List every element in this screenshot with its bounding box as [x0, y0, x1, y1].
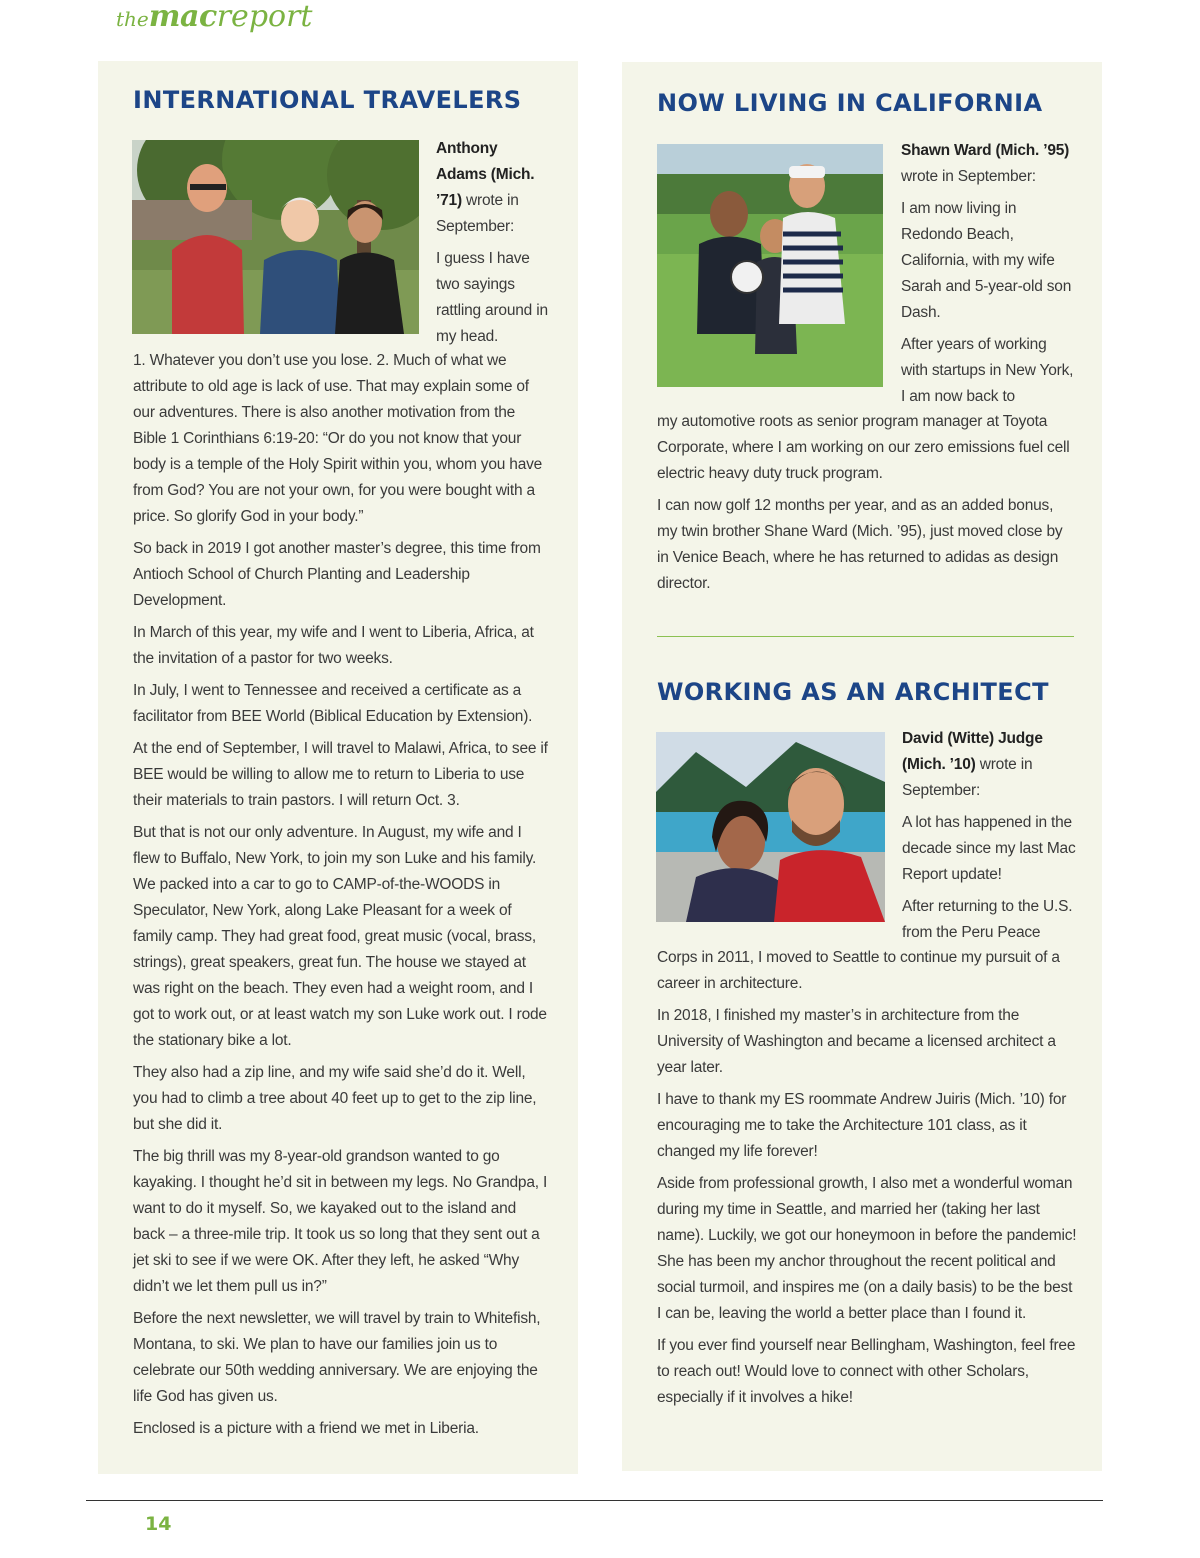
ward-paragraph: After years of working with startups in New York, I am now back to — [901, 336, 1074, 405]
couple-lake-selfie-photo — [656, 732, 885, 922]
adams-paragraph: So back in 2019 I got another master’s degree, this time from Antioch School of Church Planting and Leadership Development. — [133, 540, 541, 609]
adams-paragraph: 1. Whatever you don’t use you lose. 2. Much of what we attribute to old age is lack of use. That may explain some of our adventures. There is also another motivation from the Bible 1 Corinthians 6:19-20: “Or do you not know that your body is a temple of the Holy Spirit within you, whom you have from God? You are not your own, for you were bought with a price. So glorify God in your body.” — [133, 352, 543, 525]
ward-paragraph: my automotive roots as senior program manager at Toyota Corporate, where I am working on our zero emissions fuel cell electric heavy duty truck program. — [657, 413, 1070, 482]
logo-report: report — [216, 0, 313, 34]
ward-paragraph: I am now living in Redondo Beach, California, with my wife Sarah and 5-year-old son Dash. — [901, 200, 1072, 321]
adams-paragraph: They also had a zip line, and my wife said she’d do it. Well, you had to climb a tree about 40 feet up to get to the zip line, but she did it. — [133, 1064, 537, 1133]
father-son-soccer-photo — [657, 144, 883, 387]
judge-top-block — [902, 726, 1078, 952]
adams-paragraph: At the end of September, I will travel to Malawi, Africa, to see if BEE would be willing to allow me to return to Liberia to use their materials to train pastors. I will return Oct. 3. — [133, 740, 548, 809]
adams-paragraph: The big thrill was my 8-year-old grandson wanted to go kayaking. I thought he’d sit in between my legs. No Grandpa, I want to do it myself. So, we kayaked out to the island and back – a three-mile trip. It took us so long that they sent out a jet ski to see if we were OK. After they left, he asked “Why didn’t we let them pull us in?” — [133, 1148, 548, 1295]
ward-wrote: wrote in September: — [901, 168, 1036, 185]
adams-paragraph: In March of this year, my wife and I went to Liberia, Africa, at the invitation of a pastor for two weeks. — [133, 624, 534, 667]
logo-mac: mac — [148, 0, 217, 34]
adams-paragraph: Enclosed is a picture with a friend we met in Liberia. — [133, 1420, 479, 1437]
adams-paragraph: In July, I went to Tennessee and received a certificate as a facilitator from BEE World (Biblical Education by Extension). — [133, 682, 533, 725]
ward-body — [657, 409, 1077, 603]
california-headline: NOW LIVING IN CALIFORNIA — [657, 89, 1043, 117]
judge-paragraph: In 2018, I finished my master’s in architecture from the University of Washington and became a licensed architect a year later. — [657, 1007, 1056, 1076]
judge-paragraph: After returning to the U.S. from the Peru Peace — [902, 898, 1073, 941]
architect-headline: WORKING AS AN ARCHITECT — [657, 678, 1049, 706]
ward-name: Shawn Ward (Mich. ’95) — [901, 142, 1070, 159]
logo-the: the — [116, 7, 149, 31]
judge-paragraph: I have to thank my ES roommate Andrew Juiris (Mich. ’10) for encouraging me to take the Architecture 101 class, as it changed my life forever! — [657, 1091, 1067, 1160]
adams-wrote: wrote in September: — [436, 192, 519, 235]
footer-rule — [86, 1500, 1103, 1501]
page-number: 14 — [145, 1513, 172, 1535]
adams-body — [133, 348, 551, 1448]
judge-wrote: wrote in September: — [902, 756, 1033, 799]
adams-name: Anthony Adams (Mich. ’71) — [436, 140, 535, 209]
ward-top-block — [901, 138, 1077, 416]
adams-paragraph: Before the next newsletter, we will travel by train to Whitefish, Montana, to ski. We plan to have our families join us to celebrate our 50th wedding anniversary. We are enjoying the life God has given us. — [133, 1310, 541, 1405]
three-people-liberia-photo — [132, 140, 419, 334]
judge-paragraph: If you ever find yourself near Bellingham, Washington, feel free to reach out! Would love to connect with other Scholars, especially if it involves a hike! — [657, 1337, 1076, 1406]
adams-paragraph: But that is not our only adventure. In August, my wife and I flew to Buffalo, New York, to join my son Luke and his family. We packed into a car to go to CAMP-of-the-WOODS in Speculator, New York, along Lake Pleasant for a week of family camp. They had great food, great music (vocal, brass, strings), great speakers, great fun. The house we stayed at was right on the beach. They even had a weight room, and I got to work out, or at least watch my son Luke work out. I rode the stationary bike a lot. — [133, 824, 547, 1049]
judge-body — [657, 945, 1077, 1417]
judge-paragraph: A lot has happened in the decade since my last Mac Report update! — [902, 814, 1076, 883]
adams-sayings: I guess I have two sayings rattling around in my head. — [436, 250, 548, 345]
ward-paragraph: I can now golf 12 months per year, and as an added bonus, my twin brother Shane Ward (Mich. ’95), just moved close by in Venice Beach, where he has returned to adidas as design director. — [657, 497, 1063, 592]
international-travelers-headline: INTERNATIONAL TRAVELERS — [133, 86, 522, 114]
judge-paragraph: Corps in 2011, I moved to Seattle to continue my pursuit of a career in architecture. — [657, 949, 1060, 992]
judge-paragraph: Aside from professional growth, I also met a wonderful woman during my time in Seattle, and married her (taking her last name). Luckily, we got our honeymoon in before the pandemic! She has been my anchor throughout the recent political and social turmoil, and inspires me (on a daily basis) to be the best I can be, leaving the world a better place than I found it. — [657, 1175, 1077, 1322]
judge-name: David (Witte) Judge (Mich. ’10) — [902, 730, 1043, 773]
adams-intro-block — [436, 136, 551, 356]
section-divider — [657, 636, 1074, 637]
masthead-logo — [116, 2, 312, 32]
